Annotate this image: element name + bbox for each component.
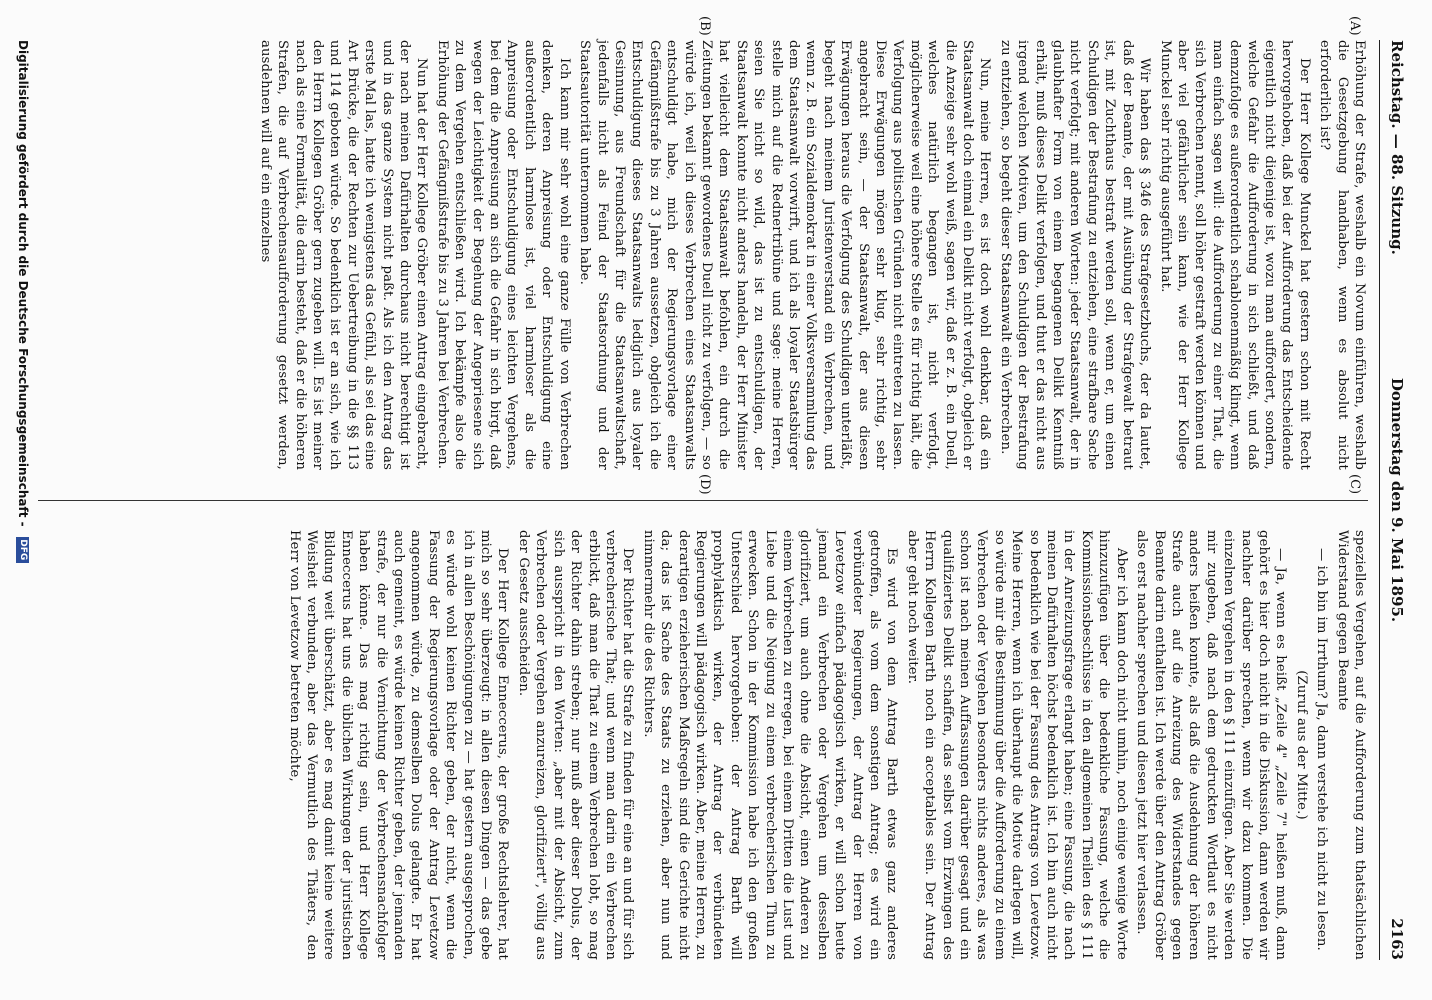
header-date: Donnerstag den 9. Mai 1895. (1388, 377, 1406, 623)
right-paragraph: — ich bin im Irrthum? Ja, dann verstehe ich nicht zu lesen. (1314, 548, 1330, 951)
right-paragraph: Der Herr Kollege Enneccerus, der große Rechtslehrer, hat mich so sehr überzeugt: in allen diesen Dingen — das gebe ich in allen Beschönigungen zu — hat gestern ausgesprochen, es würde wohl keinen Richter geben, der nicht, wenn die Fassung der Regierungsvorlage oder der Antrag Levetzow angenommen würde, zu demselben Dolus gelangte. Er hat auch gemeint, es würde keinen Richter geben, der jemanden strafe, der nur die Vernichtung der Verbrechensnachfolger haben könne. Das mag richtig sein, und Herr Kollege Enneccerus hat uns die üblichen Wirkungen der juristischen Bildung weit überschätzt, aber es mag damit keine weitere Weisheit verbunden, aber das Vermutlich des Thäters, den Herr von Levetzow betreten möchte, (286, 530, 511, 960)
header-page-number: 2163 (1388, 918, 1406, 960)
right-paragraph: Es wird von dem Antrag Barth etwas ganz anderes getroffen, als vom dem sonstigen Antrag; es wird ein verbündeter Regierungen, der Antrag der Herren von Levetzow einfach pädagogisch wirken, er will schon heute jemand ein Verbrechen oder Vergehen um desselben glorifiziert, um auch ohne die Absicht, einen Anderen zu einem Verbrechen zu erregen, bei einem Dritten die Lust und Liebe und die Neigung zu einem verbrecherischen Thun zu erwecken. Schon in der Kommission habe ich den großen Unterschied hervorgehoben: der Antrag Barth will prophylaktisch wirken, der Antrag der verbündeten Regierungen will pädagogisch wirken. Aber, meine Herren, zu derartigen erzieherischen Maßregeln sind die Gerichte nicht da; das ist Sache des Staats zu erziehen, aber nun und nimmermehr die des Richters. (640, 530, 900, 960)
margin-marker-b: (B) (697, 16, 712, 36)
margin-marker-d: (D) (697, 474, 712, 495)
margin-marker-c: (C) (1347, 474, 1362, 495)
right-paragraph: Aber ich kann doch nicht umhin, noch einige wenige Worte hinzuzufügen über die bedenkliche Fassung, welche die Kommissionsbeschlüsse in den allgemeinen Theilen des § 111 in der Anreizungsfrage erlangt haben; eine Fassung, die nach meinen Dafürhalten höchst bedenklich ist. Ich bin auch nicht so bedenklich wie bei der Fassung des Antrags von Levetzow. Meine Herren, wenn ich überhaupt die Motive darlegen will, so würde mir die Bestimmung über die Aufforderung zu einem Verbrechen oder Vergehen besonders nichts anderes, als was schon ist nach meinen Auffassungen darüber gesagt und ein qualifiziertes Delikt schaffen, das selbst vom Erzwingen des Herrn Kollegen Barth noch ein acceptables sein. Der Antrag aber geht noch weiter. (904, 530, 1129, 960)
right-paragraph: Der Richter hat die Strafe zu finden für eine an und für sich verbrecherische That; und wenn man darin ein Verbrechen erblickt, daß man die That zu einem Verbrechen lobt, so mag der Richter dahin streben; nur muß aber dieser Dolus, der sich ausspricht in den Worten: „aber mit der Absicht, zum Verbrechen oder Vergehen anzureizen, glorifiziert", völlig aus der Gesetz ausscheiden. (515, 530, 636, 960)
left-paragraph: Der Herr Kollege Munckel hat gestern schon mit Recht hervorgehoben, daß bei der Aufforderung das Entscheidende eigentlich nicht diejenige ist, wozu man auffordert, sondern, welche Gefahr die Aufforderung in sich schließt, und daß demzufolge es außerordentlich schablonenmäßig klingt, wenn man einfach sagen will: die Aufforderung zu einer That, die sich Verbrechen nennt, soll höher gestraft werden können und aber viel gefährlicher sein kann, wie der Herr Kollege Munckel sehr richtig ausgeführt hat. (1157, 40, 1312, 470)
page-header (1379, 40, 1414, 960)
left-paragraph: Nun, meine Herren, es ist doch wohl denkbar, daß ein Staatsanwalt doch einmal ein Delikt nicht verfolgt, obgleich er die Anzeige sehr wohl weiß, sagen wir, daß er z. B. ein Duell, welches natürlich begangen ist, nicht verfolgt, möglicherweise weil eine höhere Stelle es für richtig hält, die Verfolgung aus politischen Gründen nicht eintreten zu lassen. Diese Erwägungen mögen sehr klug, sehr richtig, sehr angebracht sein, — der Staatsanwalt, der aus diesen Erwägungen heraus die Verfolgung des Schuldigen unterläßt, begeht nach meinem Juristenverstand ein Verbrechen, und wenn z. B. ein Sozialdemokrat in einer Volksversammlung das dem Staatsanwalt vorwirft, und ich als loyaler Staatsbürger stelle mich auf die Rednertribüne und sage: meine Herren, seien Sie nicht so wild, das ist zu entschuldigen, der Staatsanwalt konnte nicht anders handeln, der Herr Minister hat vielleicht dem Staatsanwalt befohlen, ein durch die Zeitungen bekannt gewordenes Duell nicht zu verfolgen, — so würde ich, weil ich dieses Verbrechen eines Staatsanwalts entschuldigt habe, mich der Regierungsvorlage einer Gefängnißstrafe bis zu 3 Jahren aussetzen, obgleich ich die Entschuldigung dieses Staatsanwalts lediglich aus loyaler Gesinnung, aus Freundschaft für die Staatsanwaltschaft, jedenfalls nicht als Feind der Staatsordnung und der Staatsautorität unternommen habe. (577, 40, 993, 470)
left-paragraph: Nun hat der Herr Kollege Gröber einen Antrag eingebracht, der nach meinen Dafürhalten durchaus nicht berechtigt ist und in das ganze System nicht paßt. Als ich den Antrag das erste Mal las, hatte ich wenigstens das Gefühl, als sei das eine Art Brücke, die der Rechten zur Uebertreibung in die §§ 113 und 114 geboten würde. So bedenklich ist er an sich, wie ich den Herrn Kollegen Gröber gern zugeben will. Es ist meiner nach als eine Formalität, die darin besteht, daß er die höheren Strafen, die auf Verbrechensaufforderung gesetzt werden, ausdehnen will auf ein einzelnes (257, 40, 430, 470)
column-divider (38, 500, 1368, 501)
right-paragraph: spezielles Vergehen, auf die Aufforderung zum thatsächlichen Widerstand gegen Beamte (1334, 530, 1367, 960)
header-session: Reichstag. — 88. Sitzung. (1388, 40, 1406, 255)
left-paragraph: Ich kann mir sehr wohl eine ganze Fülle von Verbrechen denken, deren Anpreisung oder Entschuldigung eine außerordentlich harmlose ist, viel harmloser als die Anpreisung oder Entschuldigung eines leichten Vergehens, bei dem die Anpreisung an sich die Gefahr in sich birgt, daß wegen der Leichtigkeit der Begehung der Angepriesene sich zu dem Vergehen entschließen wird. Ich bekämpfe also die Erhöhung der Gefängnißstrafe bis zu 3 Jahren bei Verbrechen. (434, 40, 572, 470)
digitization-footer (8, 40, 30, 960)
left-paragraph: Erhöhung der Strafe, weshalb ein Novum einführen, weshalb die Gesetzgebung handhaben, wenn es absolut nicht erforderlich ist? (1317, 40, 1367, 470)
dfg-logo: DFG (16, 537, 29, 563)
left-column (253, 40, 1368, 470)
footer-credit: Digitalisierung gefördert durch die Deutsche Forschungsgemeinschaft - (16, 40, 30, 527)
left-paragraph: Wir haben das § 346 des Strafgesetzbuchs, der da lautet, daß der Beamte, der mit Ausübung der Strafgewalt betraut ist, mit Zuchthaus bestraft werden soll, wenn er, um einen Schuldigen der Bestrafung zu entziehen, eine strafbare Sache nicht verfolgt; mit anderen Worten: jeder Staatsanwalt, der in glaubhafter Form von einem begangenen Delikt Kenntniß erhält, muß dieses Delikt verfolgen, und thut er das nicht aus irgend welchen Motiven, um den Schuldigen der Bestrafung zu entziehen, so begeht dieser Staatsanwalt ein Verbrechen. (997, 40, 1153, 470)
margin-marker-a: (A) (1347, 16, 1362, 36)
right-interjection: (Zuruf aus der Mitte.) (1293, 670, 1309, 820)
right-paragraph: — Ja, wenn es heißt „Zeile 4" „Zeile 7" heißen muß, dann gehört es hier doch nicht in die Diskussion, dann werden wir nachher darüber sprechen, wenn wir dazu kommen. Die einzelnen Vergehen in den § 111 einzufügen. Aber Sie werden mir zugeben, daß nach dem gedruckten Wortlaut es nicht anders heißen konnte, als daß die Ausdehnung der höheren Strafe auch auf die Anreizung des Widerstandes gegen Beamte darin enthalten ist. Ich werde über den Antrag Gröber also erst nachher sprechen und diesen jetzt hier verlassen. (1134, 530, 1289, 960)
right-column (282, 530, 1368, 960)
